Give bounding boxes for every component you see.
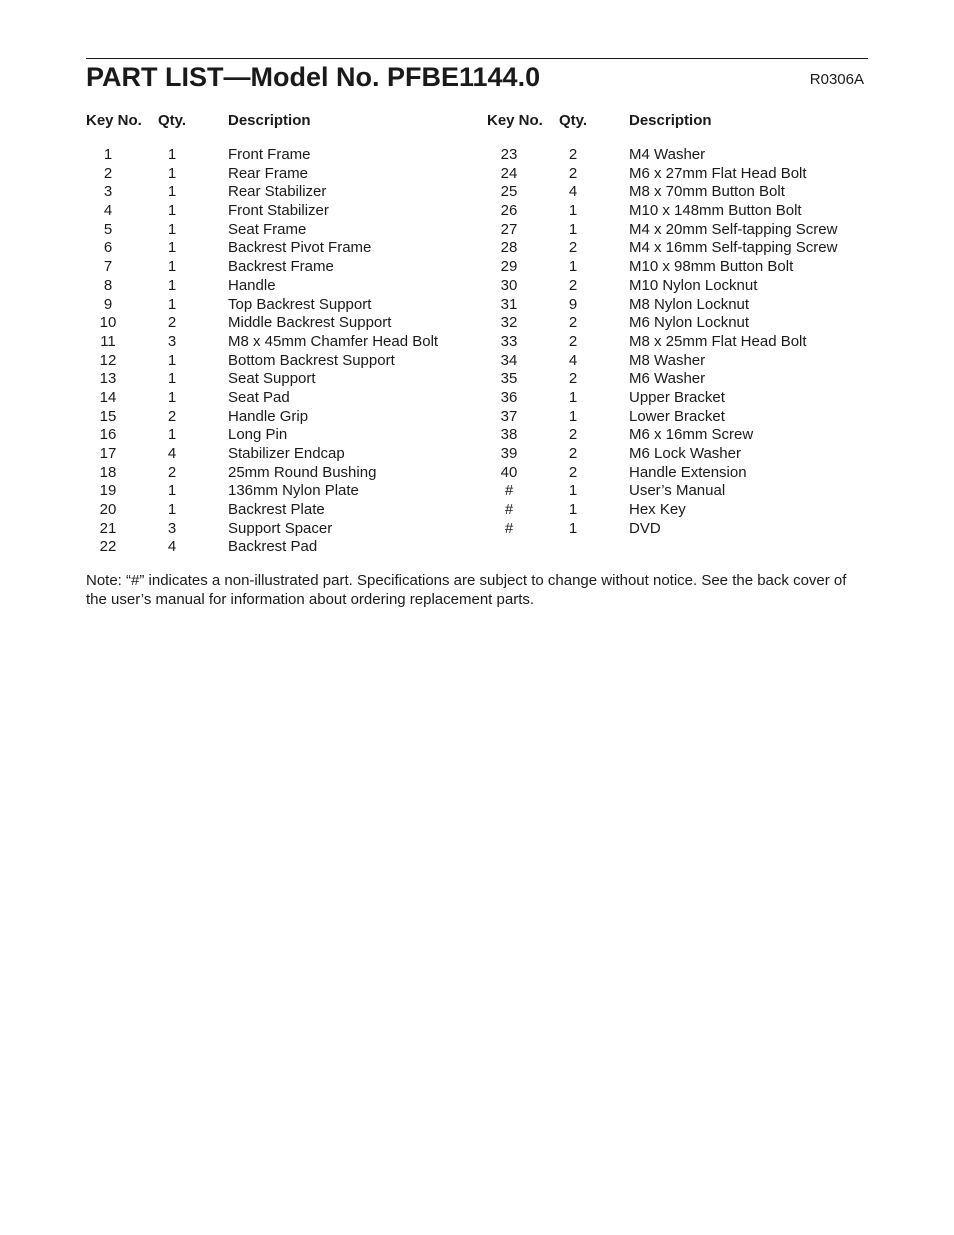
part-key-number: 38 [500,426,518,444]
part-row [86,277,486,296]
part-description: Long Pin [228,426,288,444]
part-description: Hex Key [629,501,686,519]
part-quantity: 1 [167,258,177,276]
part-key-number: # [504,501,514,519]
part-quantity: 2 [568,463,578,481]
part-row [86,165,486,184]
part-quantity: 1 [167,146,177,163]
part-description: M6 x 16mm Screw [629,426,754,444]
part-quantity: 1 [167,388,177,406]
part-row [86,370,486,389]
part-row [86,221,486,240]
part-description: M6 Lock Washer [629,445,741,462]
part-row [487,314,887,333]
part-description: Backrest Frame [228,258,334,276]
part-quantity: 1 [167,295,177,313]
part-row [487,352,887,371]
part-row [86,501,486,520]
part-row [487,445,887,464]
part-key-number: 13 [99,370,117,388]
part-key-number: 21 [99,519,117,537]
part-row [487,221,887,240]
part-row [487,482,887,501]
part-quantity: 1 [167,501,177,519]
part-row [86,464,486,483]
part-quantity: 1 [568,482,578,500]
part-quantity: 4 [568,351,578,369]
part-quantity: 2 [568,445,578,462]
header-key-right: Key No. [487,112,543,129]
header-qty-left: Qty. [158,112,187,129]
part-row [487,202,887,221]
part-key-number: 35 [500,370,518,388]
parts-list-right [487,146,887,538]
part-row [86,296,486,315]
part-quantity: 1 [167,183,177,201]
part-quantity: 2 [167,463,177,481]
part-quantity: 9 [568,295,578,313]
part-row [86,258,486,277]
part-row [86,538,486,557]
part-quantity: 2 [167,407,177,425]
part-description: M8 x 45mm Chamfer Head Bolt [228,332,439,350]
part-key-number: 36 [500,388,518,406]
part-quantity: 1 [568,202,578,220]
page-title: PART LIST—Model No. PFBE1144.0 [86,62,541,92]
part-description: DVD [629,519,661,537]
part-description: Support Spacer [228,519,333,537]
part-row [86,333,486,352]
part-description: Backrest Pivot Frame [228,239,372,257]
part-row [86,520,486,539]
part-key-number: 27 [500,220,518,238]
part-quantity: 1 [167,370,177,388]
document-code: R0306A [809,71,864,88]
part-row [86,426,486,445]
part-key-number: 9 [103,295,113,313]
part-row [86,482,486,501]
part-key-number: 6 [103,239,113,257]
part-row [86,314,486,333]
part-row [487,520,887,539]
part-row [86,445,486,464]
part-row [487,258,887,277]
part-description: M8 x 70mm Button Bolt [629,183,785,201]
part-row [487,165,887,184]
part-key-number: 31 [500,295,518,313]
part-key-number: 32 [500,314,518,332]
part-key-number: 28 [500,239,518,257]
part-description: M6 x 27mm Flat Head Bolt [629,164,807,182]
part-quantity: 3 [167,519,177,537]
part-description: Handle [228,276,276,294]
part-description: M4 Washer [629,146,706,163]
part-key-number: 39 [500,445,518,462]
part-key-number: 26 [500,202,518,220]
part-quantity: 1 [167,220,177,238]
part-description: M8 x 25mm Flat Head Bolt [629,332,807,350]
part-quantity: 1 [568,407,578,425]
part-description: M8 Washer [629,351,706,369]
part-row [86,146,486,165]
header-description-right: Description [629,112,712,129]
part-description: M4 x 20mm Self-tapping Screw [629,220,838,238]
part-key-number: 3 [103,183,113,201]
parts-list-left [86,146,486,557]
part-row [487,389,887,408]
part-key-number: 24 [500,164,518,182]
part-quantity: 1 [568,220,578,238]
part-key-number: 18 [99,463,117,481]
part-quantity: 2 [568,370,578,388]
part-key-number: 11 [100,332,116,350]
part-key-number: 8 [103,276,113,294]
part-row [487,239,887,258]
part-description: Backrest Pad [228,538,318,556]
footnote: Note: “#” indicates a non-illustrated part. Specifications are subject to change without notice. See the back cover of the user’s manual for information about ordering replacement parts. [86,572,847,608]
part-key-number: 25 [500,183,518,201]
part-description: Top Backrest Support [228,295,372,313]
part-quantity: 2 [568,164,578,182]
part-key-number: 14 [99,388,117,406]
part-key-number: 29 [500,258,518,276]
part-description: Front Stabilizer [228,202,329,220]
part-quantity: 4 [568,183,578,201]
part-key-number: 4 [103,202,113,220]
part-quantity: 2 [568,146,578,163]
part-quantity: 2 [167,314,177,332]
part-quantity: 2 [568,332,578,350]
part-quantity: 1 [568,519,578,537]
part-description: Seat Frame [228,220,307,238]
part-description: M10 x 148mm Button Bolt [629,202,802,220]
part-description: Upper Bracket [629,388,725,406]
part-quantity: 1 [167,426,177,444]
top-rule [86,58,868,59]
part-row [86,352,486,371]
part-key-number: 2 [103,164,113,182]
part-quantity: 2 [568,239,578,257]
part-quantity: 2 [568,426,578,444]
part-key-number: 17 [99,445,117,462]
part-key-number: 5 [103,220,113,238]
part-row [487,408,887,427]
part-row [487,296,887,315]
part-row [86,408,486,427]
part-description: Rear Stabilizer [228,183,327,201]
part-quantity: 1 [167,164,177,182]
part-description: 136mm Nylon Plate [228,482,359,500]
part-description: Rear Frame [228,164,309,182]
part-quantity: 2 [568,314,578,332]
part-quantity: 1 [167,202,177,220]
part-quantity: 1 [167,239,177,257]
part-key-number: 34 [500,351,518,369]
part-row [86,239,486,258]
part-description: Handle Grip [228,407,309,425]
part-description: Backrest Plate [228,501,325,519]
part-row [487,333,887,352]
part-quantity: 1 [167,276,177,294]
part-quantity: 3 [167,332,177,350]
part-description: M10 x 98mm Button Bolt [629,258,794,276]
part-quantity: 1 [568,258,578,276]
part-description: Handle Extension [629,463,747,481]
part-row [487,277,887,296]
part-key-number: 22 [99,538,117,556]
part-description: Bottom Backrest Support [228,351,395,369]
part-quantity: 1 [568,501,578,519]
part-key-number: 10 [99,314,117,332]
part-row [487,146,887,165]
part-quantity: 2 [568,276,578,294]
part-description: Lower Bracket [629,407,725,425]
part-description: M10 Nylon Locknut [629,276,758,294]
part-row [86,202,486,221]
part-row [86,183,486,202]
part-key-number: # [504,482,514,500]
part-quantity: 4 [167,445,177,462]
part-key-number: 30 [500,276,518,294]
part-key-number: 20 [99,501,117,519]
part-description: 25mm Round Bushing [228,463,377,481]
part-row [487,370,887,389]
part-key-number: 12 [99,351,117,369]
part-key-number: 7 [103,258,113,276]
part-key-number: 40 [500,463,518,481]
part-description: M6 Washer [629,370,706,388]
part-row [487,464,887,483]
part-description: M4 x 16mm Self-tapping Screw [629,239,838,257]
part-key-number: # [504,519,514,537]
header-key-left: Key No. [86,112,142,129]
part-row [86,389,486,408]
part-quantity: 4 [167,538,177,556]
part-key-number: 15 [99,407,117,425]
part-quantity: 1 [167,351,177,369]
part-description: Seat Support [228,370,316,388]
part-key-number: 19 [99,482,117,500]
part-key-number: 37 [500,407,518,425]
part-description: M8 Nylon Locknut [629,295,750,313]
part-key-number: 23 [500,146,518,163]
header-description-left: Description [228,112,311,129]
part-key-number: 33 [500,332,518,350]
part-description: Front Frame [228,146,311,163]
part-quantity: 1 [167,482,177,500]
part-description: Middle Backrest Support [228,314,392,332]
part-description: Seat Pad [228,388,290,406]
part-quantity: 1 [568,388,578,406]
part-description: User’s Manual [629,482,726,500]
part-row [487,501,887,520]
header-qty-right: Qty. [559,112,588,129]
part-description: Stabilizer Endcap [228,445,345,462]
part-row [487,183,887,202]
part-row [487,426,887,445]
part-description: M6 Nylon Locknut [629,314,750,332]
part-key-number: 16 [99,426,117,444]
part-key-number: 1 [103,146,113,163]
